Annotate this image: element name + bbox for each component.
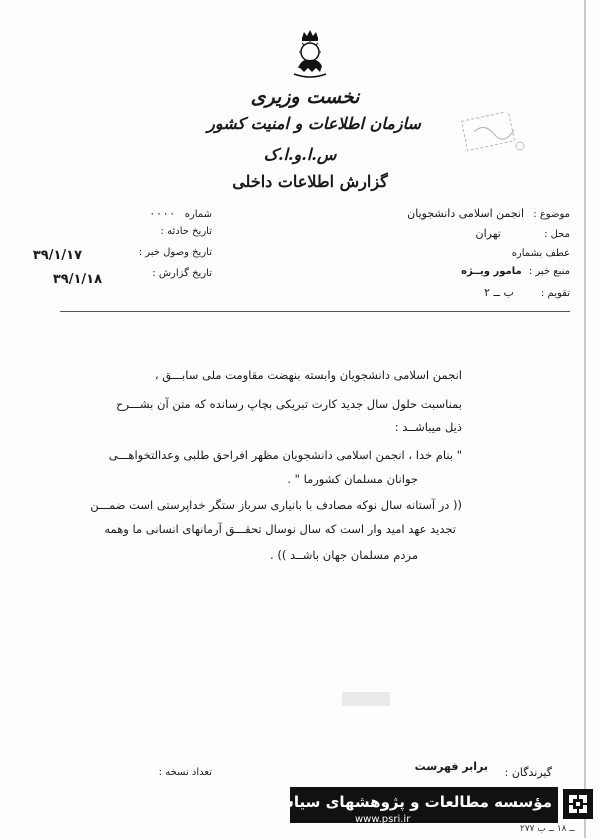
body-line-1: انجمن اسلامی دانشجویان وابسته بنهضت مقاومت ملی سابـــق ، bbox=[154, 368, 462, 382]
body-line-5: جوانان مسلمان کشورما " . bbox=[287, 472, 418, 486]
org-line-2: سازمان اطلاعات و امنیت کشور bbox=[207, 114, 421, 133]
body-line-7: تجدید عهد امید وار است که سال نوسال تحقـــق آرمانهای انسانی ما وهمه bbox=[104, 522, 456, 536]
field-received-date bbox=[139, 247, 212, 258]
recipients-value: برابر فهرست bbox=[414, 760, 488, 773]
org-line-1: نخست وزیری bbox=[250, 86, 360, 108]
field-subject-label: موضوع : bbox=[533, 209, 570, 220]
field-place-value: تهران bbox=[475, 227, 501, 240]
field-number-value: ۰۰۰۰ bbox=[149, 207, 176, 220]
field-reference-label: عطف بشماره bbox=[511, 248, 570, 259]
document-number: ۲۷۷ ــ ۱۸ ــ ب bbox=[520, 824, 575, 834]
footer-url[interactable]: www.psri.ir bbox=[355, 814, 411, 825]
field-report-date bbox=[152, 268, 212, 279]
field-reference bbox=[512, 248, 570, 259]
field-calendar-label: تقویم : bbox=[541, 288, 570, 299]
body-line-4: " بنام خدا ، انجمن اسلامی دانشجویان مظهر افراحق طلبی وعدالتخواهـــی bbox=[108, 448, 462, 462]
field-report-date-label: تاریخ گزارش : bbox=[152, 268, 212, 279]
field-incident-date bbox=[161, 226, 212, 237]
field-subject bbox=[407, 207, 570, 220]
lion-and-sun-emblem-icon bbox=[290, 28, 330, 80]
recipients-label: گیرندگان : bbox=[504, 766, 552, 779]
body-line-8: مردم مسلمان جهان باشــد )) . bbox=[270, 548, 418, 562]
body-line-2: بمناسبت حلول سال جدید کارت تبریکی بچاپ رسانده که متن آن بشـــرح bbox=[116, 397, 462, 411]
copies-label: تعداد نسخه : bbox=[158, 767, 212, 778]
faint-scan-mark-icon bbox=[340, 688, 392, 710]
recipients bbox=[505, 766, 552, 779]
field-source-value: مامور ویــژه bbox=[461, 266, 522, 277]
field-subject-value: انجمن اسلامی دانشجویان bbox=[407, 207, 525, 220]
field-source bbox=[461, 266, 570, 277]
field-calendar-value: ب ــ ۲ bbox=[484, 286, 514, 299]
field-source-label: منبع خبر : bbox=[528, 266, 570, 277]
field-place bbox=[476, 227, 570, 240]
faint-stamp-icon bbox=[460, 112, 530, 158]
field-number-label: شماره bbox=[184, 209, 212, 220]
report-title: گزارش اطلاعات داخلی bbox=[232, 172, 388, 191]
field-report-date-value: ۳۹/۱/۱۸ bbox=[52, 272, 102, 287]
body-line-3: ذیل میباشــد : bbox=[394, 420, 462, 434]
field-place-label: محل : bbox=[544, 229, 570, 240]
org-code: س.ا.و.ا.ک bbox=[263, 145, 337, 164]
field-number bbox=[149, 207, 212, 220]
header-divider bbox=[60, 311, 570, 312]
body-line-6: (( در آستانه سال نوکه مصادف با بانیاری سرباز ستگر خداپرستی است ضمـــن bbox=[90, 498, 462, 512]
field-calendar bbox=[484, 286, 570, 299]
field-received-date-label: تاریخ وصول خبر : bbox=[138, 247, 212, 258]
field-received-date-value: ۳۹/۱/۱۷ bbox=[32, 248, 82, 263]
field-incident-date-label: تاریخ حادثه : bbox=[160, 226, 212, 237]
institute-logo-icon bbox=[563, 789, 593, 819]
footer-institute-name: مؤسسه مطالعات و پژوهشهای سیاسی bbox=[263, 793, 552, 811]
